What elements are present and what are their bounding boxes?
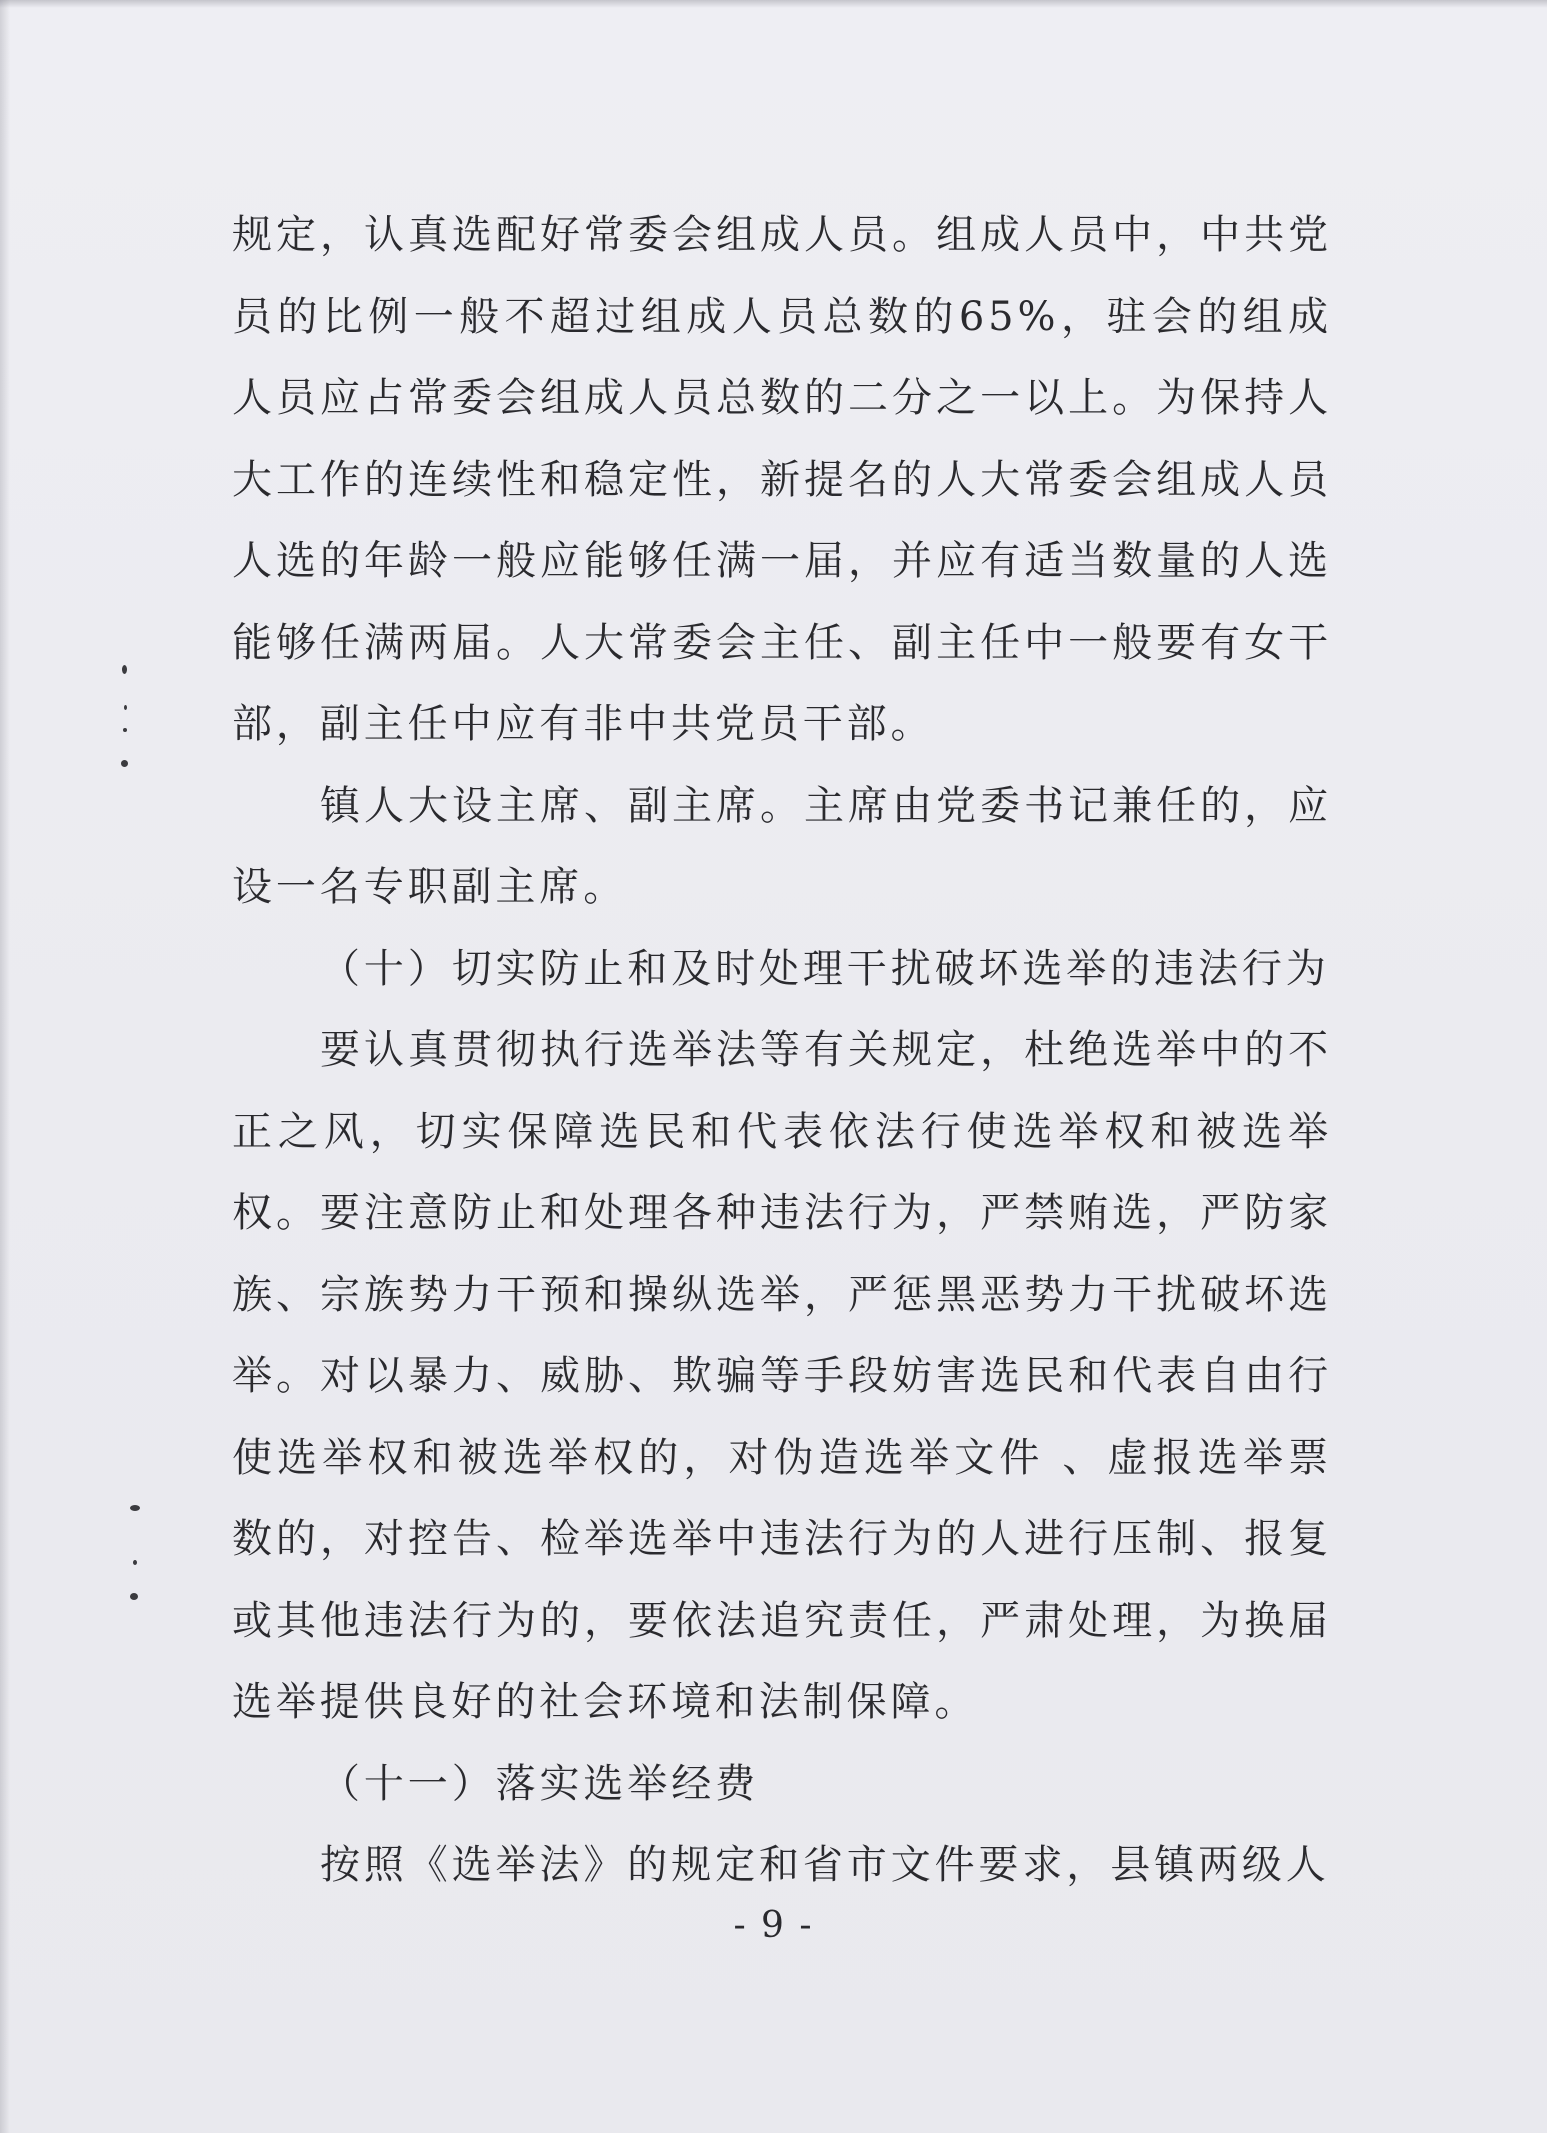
binding-mark: [130, 1593, 138, 1600]
binding-mark: [123, 728, 127, 732]
binding-mark: [122, 665, 127, 674]
paragraph-election-funding: 按照《选举法》的规定和省市文件要求，县镇两级人: [320, 1842, 1330, 1888]
paragraph-election-law: 要认真贯彻执行选举法等有关规定，杜绝选举中的不正之风，切实保障选民和代表依法行使选举权和被选举权。要注意防止和处理各种违法行为，严禁贿选，严防家族、宗族势力干预和操纵选举，严惩黑恶势力干扰破坏选举。对以暴力、威胁、欺骗等手段妨害选民和代表自由行使选举权和被选举权的，对伪造选举文件 、虚报选举票数的，对控告、检举选举中违法行为的人进行压制、报复或其他违法行为的，要依法追究责任，严肃处理，为换届选举提供良好的社会环境和法制保障。: [232, 1027, 1332, 1725]
paragraph-continuation: 规定，认真选配好常委会组成人员。组成人员中，中共党员的比例一般不超过组成人员总数的65%，驻会的组成人员应占常委会组成人员总数的二分之一以上。为保持人大工作的连续性和稳定性，新提名的人大常委会组成人员人选的年龄一般应能够任满一届，并应有适当数量的人选能够任满两届。人大常委会主任、副主任中一般要有女干部，副主任中应有非中共党员干部。: [232, 212, 1332, 747]
scan-top-shadow: [0, 0, 1547, 8]
binding-mark: [130, 1505, 140, 1511]
scan-left-shadow: [0, 0, 10, 2133]
binding-mark: [121, 760, 128, 767]
binding-mark: [133, 1560, 137, 1565]
binding-mark: [124, 705, 127, 710]
section-heading-11: （十一）落实选举经费: [320, 1760, 759, 1807]
section-heading-10: （十）切实防止和及时处理干扰破坏选举的违法行为: [320, 945, 1330, 992]
page-number: - 9 -: [733, 1905, 814, 1946]
body-text: [232, 195, 1332, 1907]
paragraph-town-congress: 镇人大设主席、副主席。主席由党委书记兼任的，应设一名专职副主席。: [232, 782, 1332, 910]
